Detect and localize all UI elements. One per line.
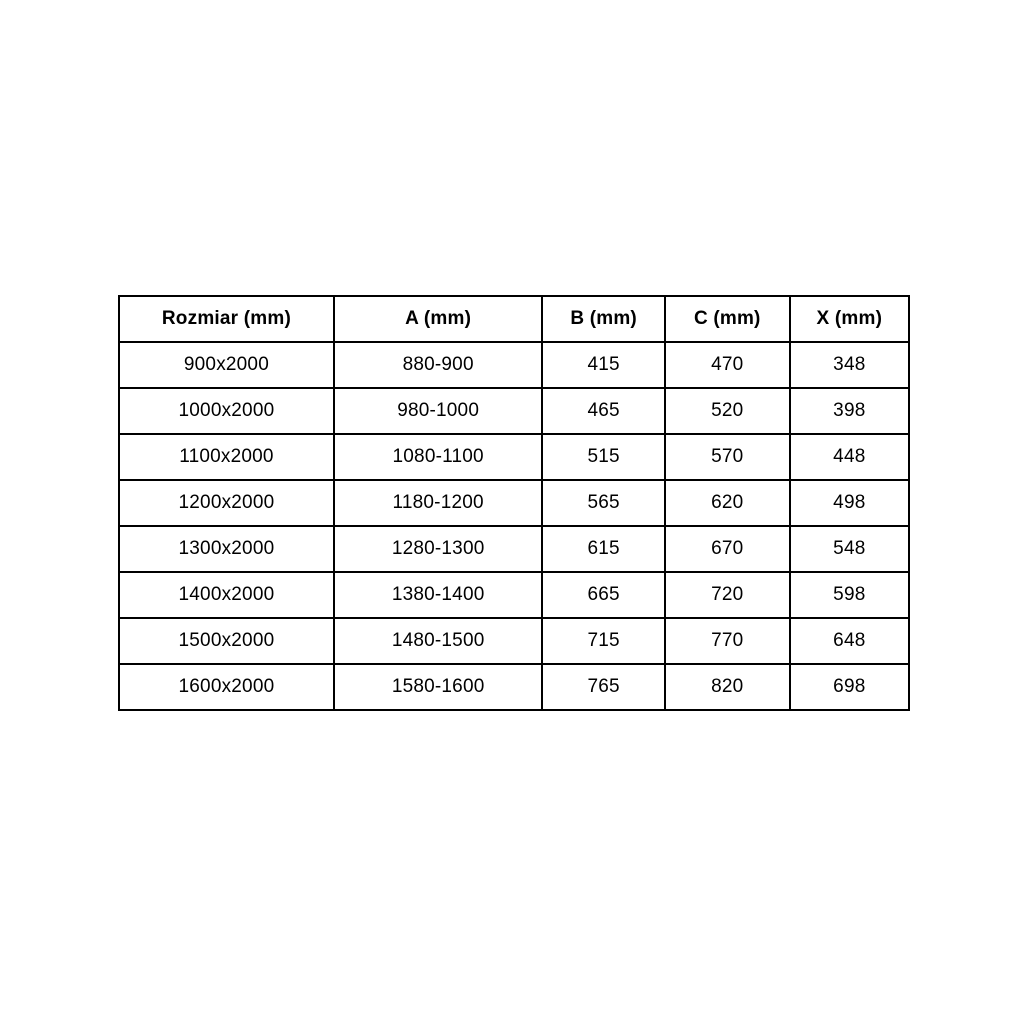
cell-rozmiar: 1300x2000 bbox=[119, 526, 334, 572]
column-header-b: B (mm) bbox=[542, 296, 664, 342]
cell-a: 880-900 bbox=[334, 342, 543, 388]
table-row bbox=[119, 342, 909, 388]
size-spec-table bbox=[118, 295, 910, 711]
cell-c: 720 bbox=[665, 572, 790, 618]
cell-a: 1180-1200 bbox=[334, 480, 543, 526]
cell-b: 465 bbox=[542, 388, 664, 434]
cell-x: 548 bbox=[790, 526, 909, 572]
cell-x: 398 bbox=[790, 388, 909, 434]
cell-rozmiar: 1100x2000 bbox=[119, 434, 334, 480]
cell-x: 648 bbox=[790, 618, 909, 664]
cell-c: 520 bbox=[665, 388, 790, 434]
cell-x: 698 bbox=[790, 664, 909, 710]
cell-c: 570 bbox=[665, 434, 790, 480]
cell-b: 765 bbox=[542, 664, 664, 710]
table-row bbox=[119, 618, 909, 664]
cell-a: 1380-1400 bbox=[334, 572, 543, 618]
cell-x: 448 bbox=[790, 434, 909, 480]
cell-rozmiar: 1000x2000 bbox=[119, 388, 334, 434]
cell-b: 715 bbox=[542, 618, 664, 664]
table-row bbox=[119, 480, 909, 526]
cell-x: 498 bbox=[790, 480, 909, 526]
cell-c: 820 bbox=[665, 664, 790, 710]
cell-x: 348 bbox=[790, 342, 909, 388]
column-header-x: X (mm) bbox=[790, 296, 909, 342]
size-spec-table-container bbox=[118, 295, 910, 711]
cell-rozmiar: 1200x2000 bbox=[119, 480, 334, 526]
column-header-a: A (mm) bbox=[334, 296, 543, 342]
table-row bbox=[119, 434, 909, 480]
column-header-rozmiar: Rozmiar (mm) bbox=[119, 296, 334, 342]
table-header-row bbox=[119, 296, 909, 342]
cell-rozmiar: 900x2000 bbox=[119, 342, 334, 388]
cell-b: 615 bbox=[542, 526, 664, 572]
cell-rozmiar: 1400x2000 bbox=[119, 572, 334, 618]
cell-c: 770 bbox=[665, 618, 790, 664]
table-row bbox=[119, 572, 909, 618]
cell-x: 598 bbox=[790, 572, 909, 618]
column-header-c: C (mm) bbox=[665, 296, 790, 342]
cell-rozmiar: 1500x2000 bbox=[119, 618, 334, 664]
cell-b: 665 bbox=[542, 572, 664, 618]
cell-c: 670 bbox=[665, 526, 790, 572]
cell-a: 1280-1300 bbox=[334, 526, 543, 572]
table-row bbox=[119, 388, 909, 434]
cell-b: 415 bbox=[542, 342, 664, 388]
cell-a: 1080-1100 bbox=[334, 434, 543, 480]
cell-a: 1580-1600 bbox=[334, 664, 543, 710]
cell-rozmiar: 1600x2000 bbox=[119, 664, 334, 710]
cell-c: 620 bbox=[665, 480, 790, 526]
cell-b: 515 bbox=[542, 434, 664, 480]
cell-b: 565 bbox=[542, 480, 664, 526]
cell-a: 980-1000 bbox=[334, 388, 543, 434]
table-row bbox=[119, 664, 909, 710]
cell-c: 470 bbox=[665, 342, 790, 388]
table-row bbox=[119, 526, 909, 572]
cell-a: 1480-1500 bbox=[334, 618, 543, 664]
